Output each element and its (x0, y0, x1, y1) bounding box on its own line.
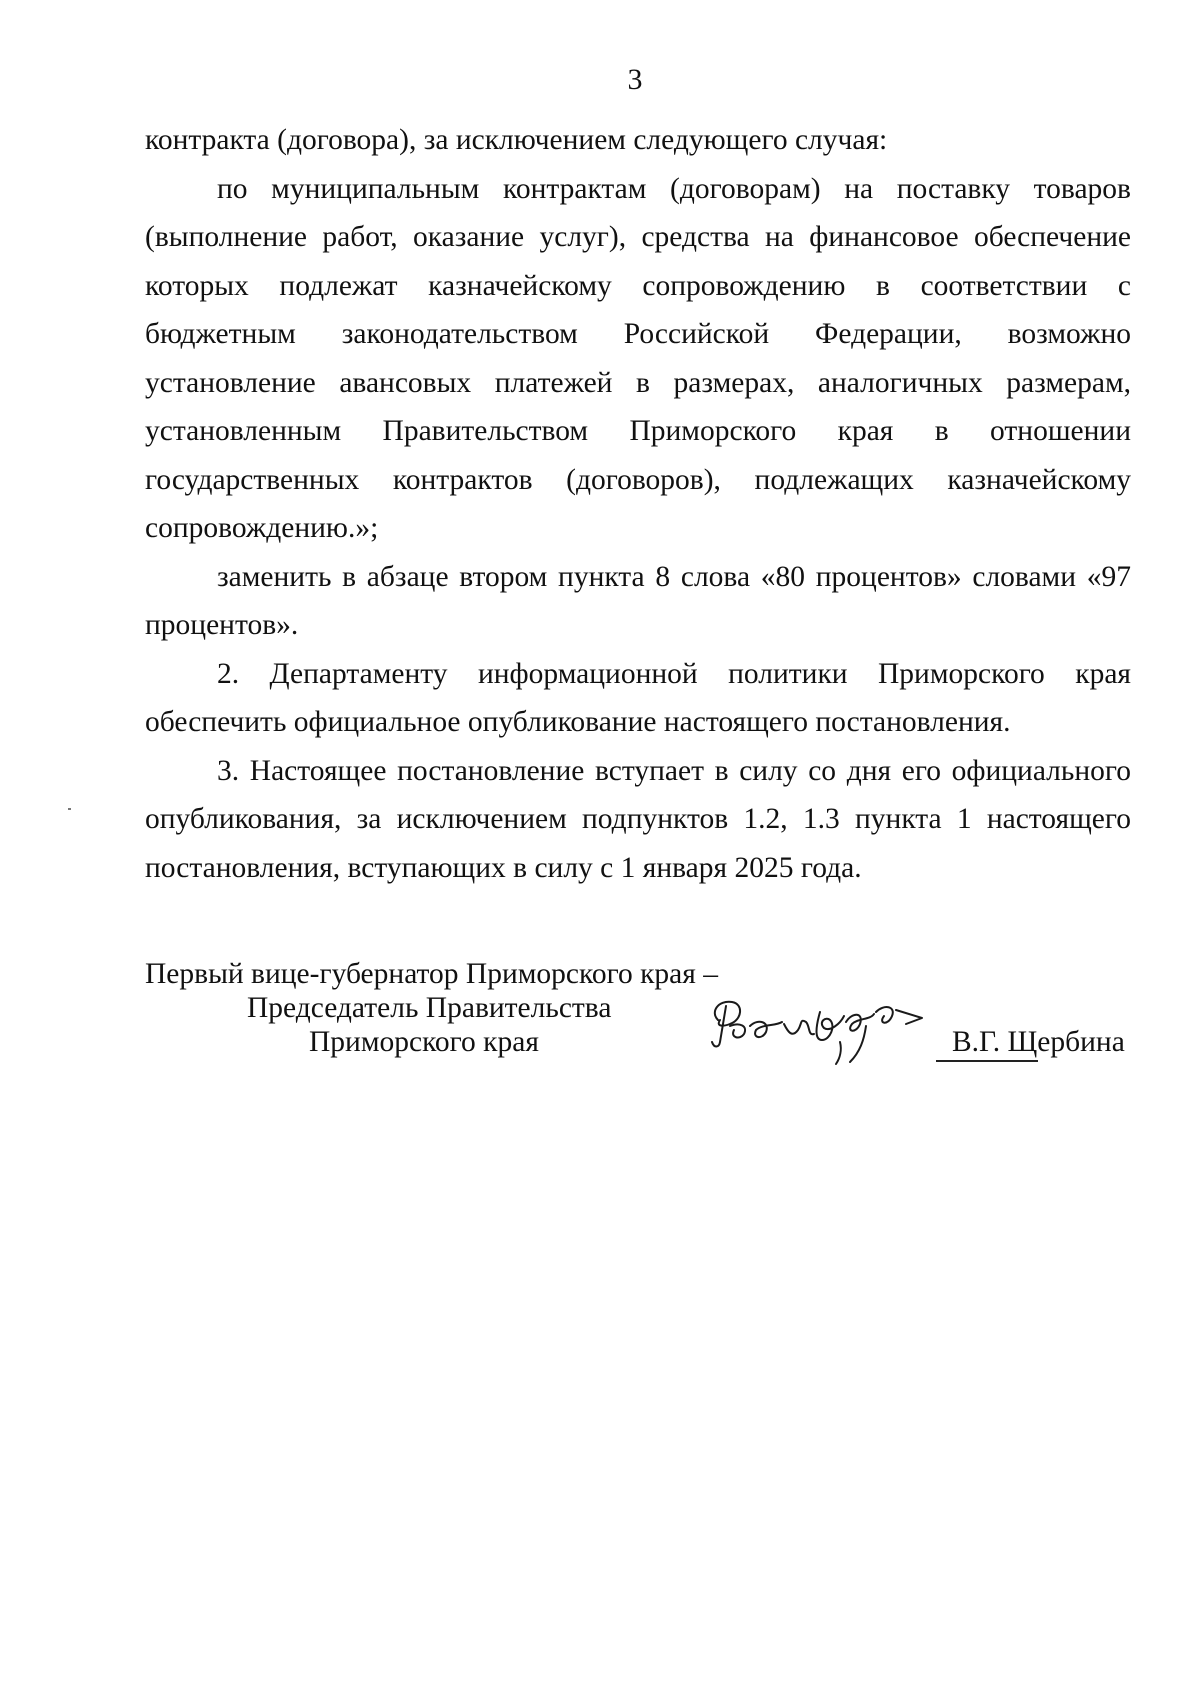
position-line-3: Приморского края (309, 1026, 539, 1058)
scan-speck (68, 808, 71, 810)
document-body (145, 116, 1131, 892)
page-number: 3 (627, 63, 643, 96)
signer-name: В.Г. Щербина (952, 1026, 1125, 1058)
signer-name-underline (936, 1060, 1038, 1062)
paragraph-advance-payments: по муниципальным контрактам (договорам) на поставку товаров (выполнение работ, оказание услуг), средства на финансовое обеспечение которых подлежат казначейскому сопровождению в соответствии с бюджетным законодательством Российской Федерации, возможно установление авансовых платежей в размерах, аналогичных размерам, установленным Правительством Приморского края в отношении государственных контрактов (договоров), подлежащих казначейскому сопровождению.»; (145, 172, 1131, 544)
paragraph-continuation: контракта (договора), за исключением следующего случая: (145, 124, 888, 156)
position-line-2: Председатель Правительства (247, 992, 612, 1024)
paragraph-replace-percent: заменить в абзаце втором пункта 8 слова «80 процентов» словами «97 процентов». (145, 560, 1131, 641)
paragraph-item-2-publication: 2. Департаменту информационной политики Приморского края обеспечить официальное опубликование настоящего постановления. (145, 657, 1131, 738)
position-line-1: Первый вице-губернатор Приморского края – (145, 958, 718, 990)
handwritten-signature (700, 982, 940, 1072)
paragraph-item-3-effective-date: 3. Настоящее постановление вступает в силу со дня его официального опубликования, за исключением подпунктов 1.2, 1.3 пункта 1 настоящего постановления, вступающих в силу с 1 января 2025 года. (145, 754, 1131, 884)
